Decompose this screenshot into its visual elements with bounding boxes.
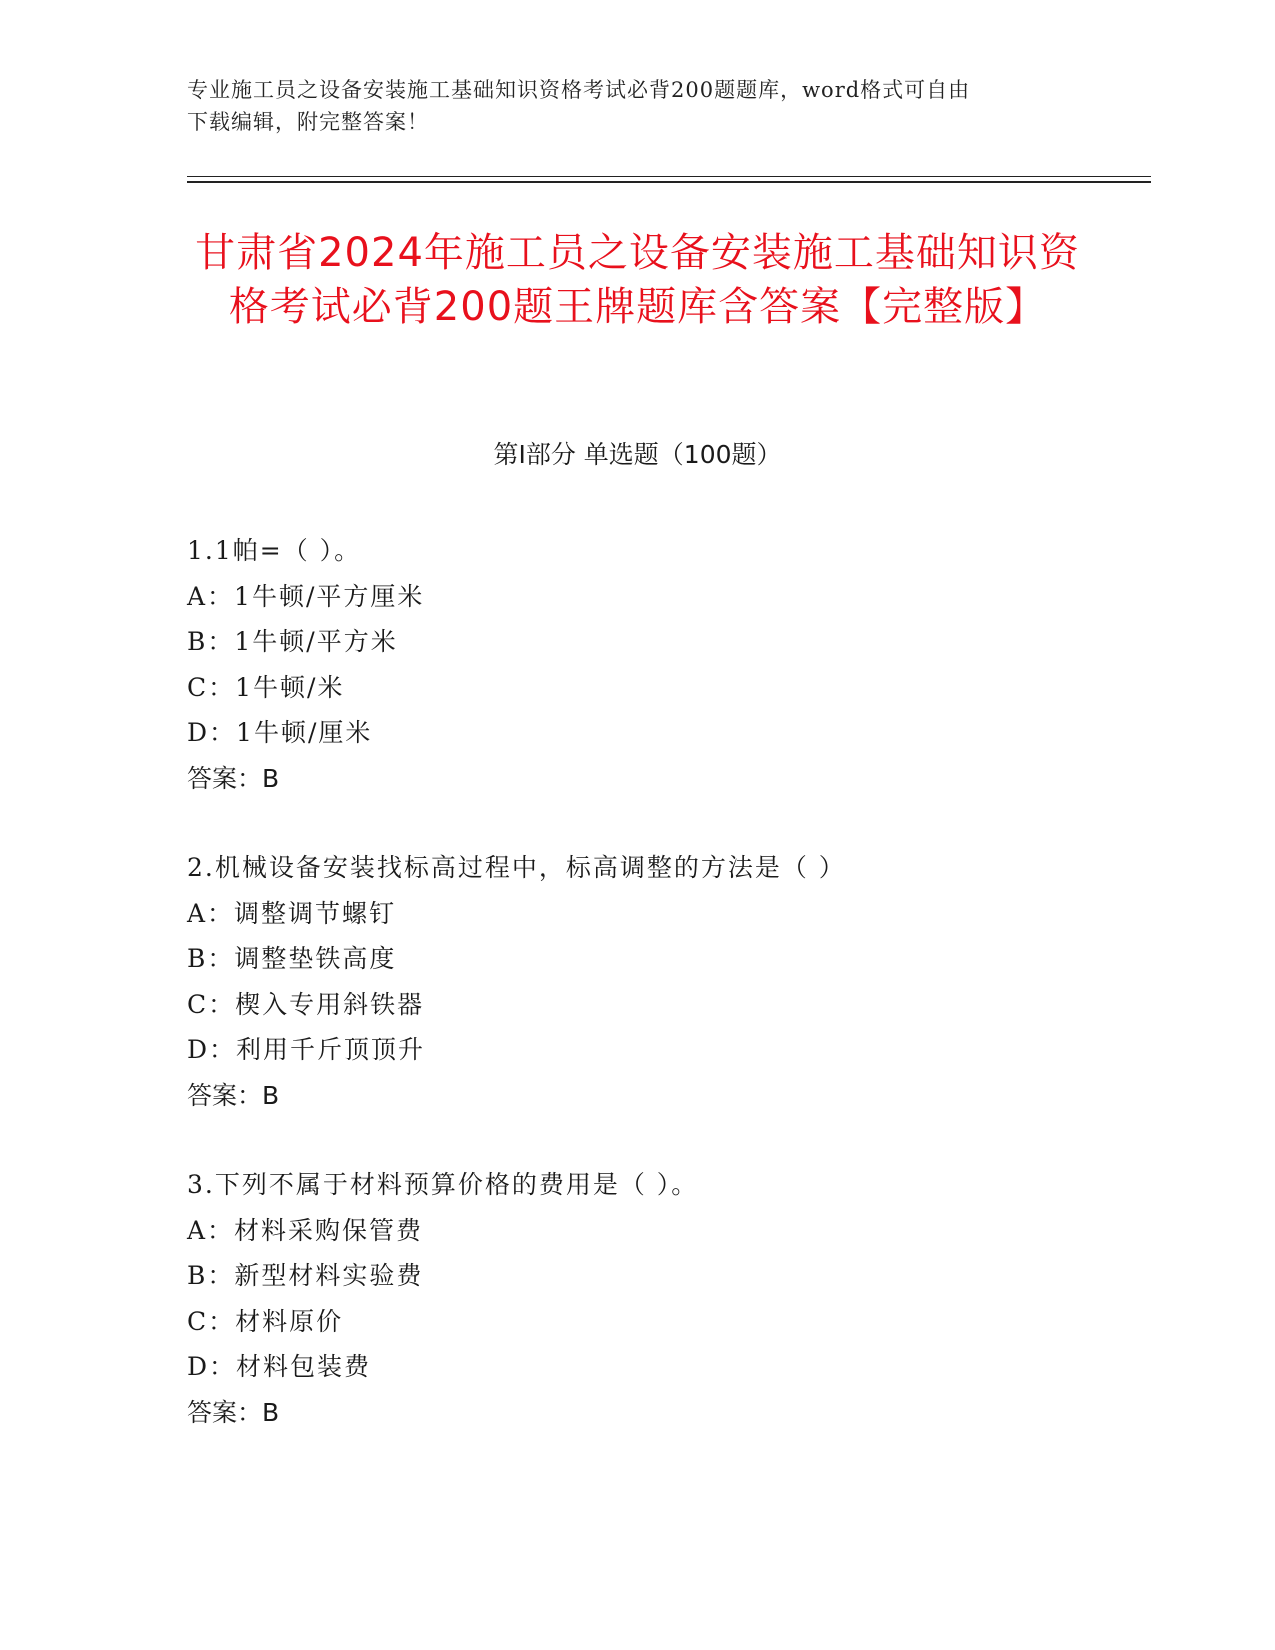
option-b: B：新型材料实验费 — [187, 1261, 424, 1290]
section-title: 第Ⅰ部分 单选题（100题） — [493, 440, 782, 469]
question-stem: 3.下列不属于材料预算价格的费用是（ ）。 — [187, 1170, 699, 1199]
document-title: 甘肃省2024年施工员之设备安装施工基础知识资格考试必背200题王牌题库含答案【完整版】 — [195, 230, 1080, 330]
question-item — [187, 1162, 1127, 1435]
option-b: B：1牛顿/平方米 — [187, 627, 398, 656]
question-stem: 2.机械设备安装找标高过程中，标高调整的方法是（ ） — [187, 853, 846, 882]
option-c: C：楔入专用斜铁器 — [187, 989, 425, 1019]
option-d: D：材料包装费 — [187, 1352, 372, 1381]
header-divider-thick — [187, 181, 1151, 183]
question-answer: 答案：B — [187, 1397, 280, 1427]
question-item — [187, 845, 1127, 1118]
option-a: A：调整调节螺钉 — [187, 898, 397, 928]
option-a: A：材料采购保管费 — [187, 1215, 424, 1245]
question-list — [187, 528, 1127, 1479]
option-d: D：1牛顿/厘米 — [187, 718, 373, 747]
header-divider-thin — [187, 176, 1151, 177]
question-answer: 答案：B — [187, 1080, 280, 1110]
option-a: A：1牛顿/平方厘米 — [187, 581, 425, 611]
header-note-line-1: 专业施工员之设备安装施工基础知识资格考试必背200题题库，word格式可自由 — [187, 78, 971, 102]
option-b: B：调整垫铁高度 — [187, 944, 397, 973]
option-c: C：1牛顿/米 — [187, 672, 345, 702]
header-note-line-2: 下载编辑，附完整答案！ — [187, 110, 429, 134]
option-c: C：材料原价 — [187, 1306, 344, 1336]
header-note — [187, 74, 1087, 138]
question-item — [187, 528, 1127, 801]
question-stem: 1.1帕=（ ）。 — [187, 536, 362, 565]
option-d: D：利用千斤顶顶升 — [187, 1035, 426, 1064]
question-answer: 答案：B — [187, 763, 280, 793]
